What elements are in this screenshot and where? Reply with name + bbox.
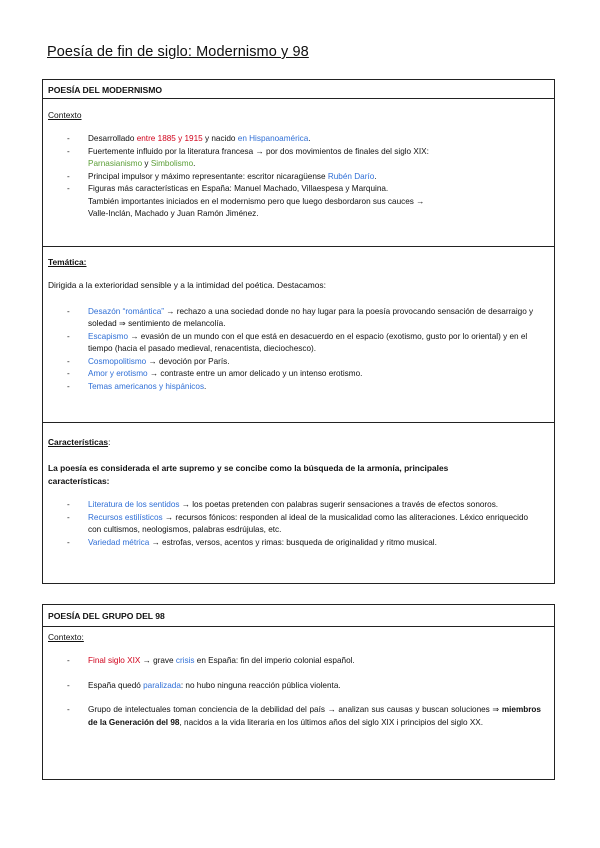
list-item: - Desazón “romántica” → rechazo a una sociedad donde no hay lugar para la poesía provocando sensación de desarraigo y soledad ⇒ sentimiento de melancolía. (67, 306, 534, 328)
list-item: - Cosmopolitismo → devoción por París. (67, 356, 230, 366)
section-header: POESÍA DEL MODERNISMO (48, 85, 163, 95)
caracteristicas-list (48, 499, 549, 549)
list-item: - Variedad métrica → estrofas, versos, acentos y rimas: busqueda de originalidad y ritmo musical. (67, 537, 437, 547)
tematica-cell (43, 246, 554, 422)
tematica-list (48, 306, 549, 394)
list-item: - Amor y erotismo → contraste entre un amor delicado y un intenso erotismo. (67, 369, 363, 378)
list-item: - Figuras más características en España: Manuel Machado, Villaespesa y Marquina. También importantes iniciados en el modernismo pero que luego desbordaron sus cauces → Valle-Inclán, Machado y Juan Ramón Jiménez. (67, 184, 425, 218)
caracteristicas-cell: Características: La poesía es considerada el arte supremo y se concibe como la búsqueda de la armonía, principales características: - Literatura de los sentidos → los poetas pretenden con palabras sugerir sensaciones a través de efectos sonoros. - Recursos estilísticos → recursos fónicos: responden al ideal de la musicalidad como las aliteraciones. Léxico enriquecido con cultismos, neologismos, palabras esdrújulas, etc. - Variedad métrica → estrofas, versos, acentos y rimas: busqueda de originalidad y ritmo musical. (43, 422, 554, 583)
tematica-intro: Dirigida a la exterioridad sensible y a la intimidad del poética. Destacamos: (48, 280, 326, 290)
contexto98-cell (43, 626, 554, 779)
caracteristicas-intro: La poesía es considerada el arte supremo y se concibe como la búsqueda de la armonía, principales características: (48, 463, 449, 486)
modernismo-section (42, 79, 555, 584)
list-item: - Literatura de los sentidos → los poetas pretenden con palabras sugerir sensaciones a través de efectos sonoros. (67, 500, 499, 509)
caracteristicas-label: Características (48, 437, 109, 447)
contexto98-list (48, 655, 549, 729)
list-item: - Desarrollado entre 1885 y 1915 y nacido en Hispanoamérica. (67, 134, 311, 143)
list-item: - Temas americanos y hispánicos. (67, 381, 207, 391)
list-item: - España quedó paralizada: no hubo ninguna reacción pública violenta. (67, 680, 341, 690)
list-item: - Grupo de intelectuales toman conciencia de la debilidad del país → analizan sus causas y buscan soluciones ⇒ miembros de la Generación del 98, nacidos a la vida literaria en los últimos años del siglo XIX i principios del siglo XX. (67, 705, 541, 727)
list-item: - Principal impulsor y máximo representante: escritor nicaragüense Rubén Darío. (67, 171, 377, 181)
list-item: - Fuertemente influido por la literatura francesa → por dos movimientos de finales del siglo XIX: Parnasianismo y Simbolismo. (67, 146, 429, 168)
grupo98-section (42, 604, 555, 780)
contexto98-label: Contexto: (48, 632, 84, 642)
page-title: Poesía de fin de siglo: Modernismo y 98 (47, 44, 309, 60)
tematica-label: Temática: (48, 257, 87, 267)
list-item: - Recursos estilísticos → recursos fónicos: responden al ideal de la musicalidad como las aliteraciones. Léxico enriquecido con cultismos, neologismos, palabras esdrújulas, etc. (67, 512, 529, 534)
list-item: - Escapismo → evasión de un mundo con el que está en desacuerdo en el espacio (exotismo, gusto por lo oriental) y en el tiempo (hacia el pasado medieval, renacentista, dieciochesco). (67, 331, 528, 353)
contexto-label: Contexto (48, 110, 82, 120)
contexto-list (48, 133, 549, 221)
contexto-cell (43, 98, 554, 246)
list-item: - Final siglo XIX → grave crisis en España: fin del imperio colonial español. (67, 656, 355, 665)
section-header: POESÍA DEL GRUPO DEL 98 (48, 611, 165, 621)
